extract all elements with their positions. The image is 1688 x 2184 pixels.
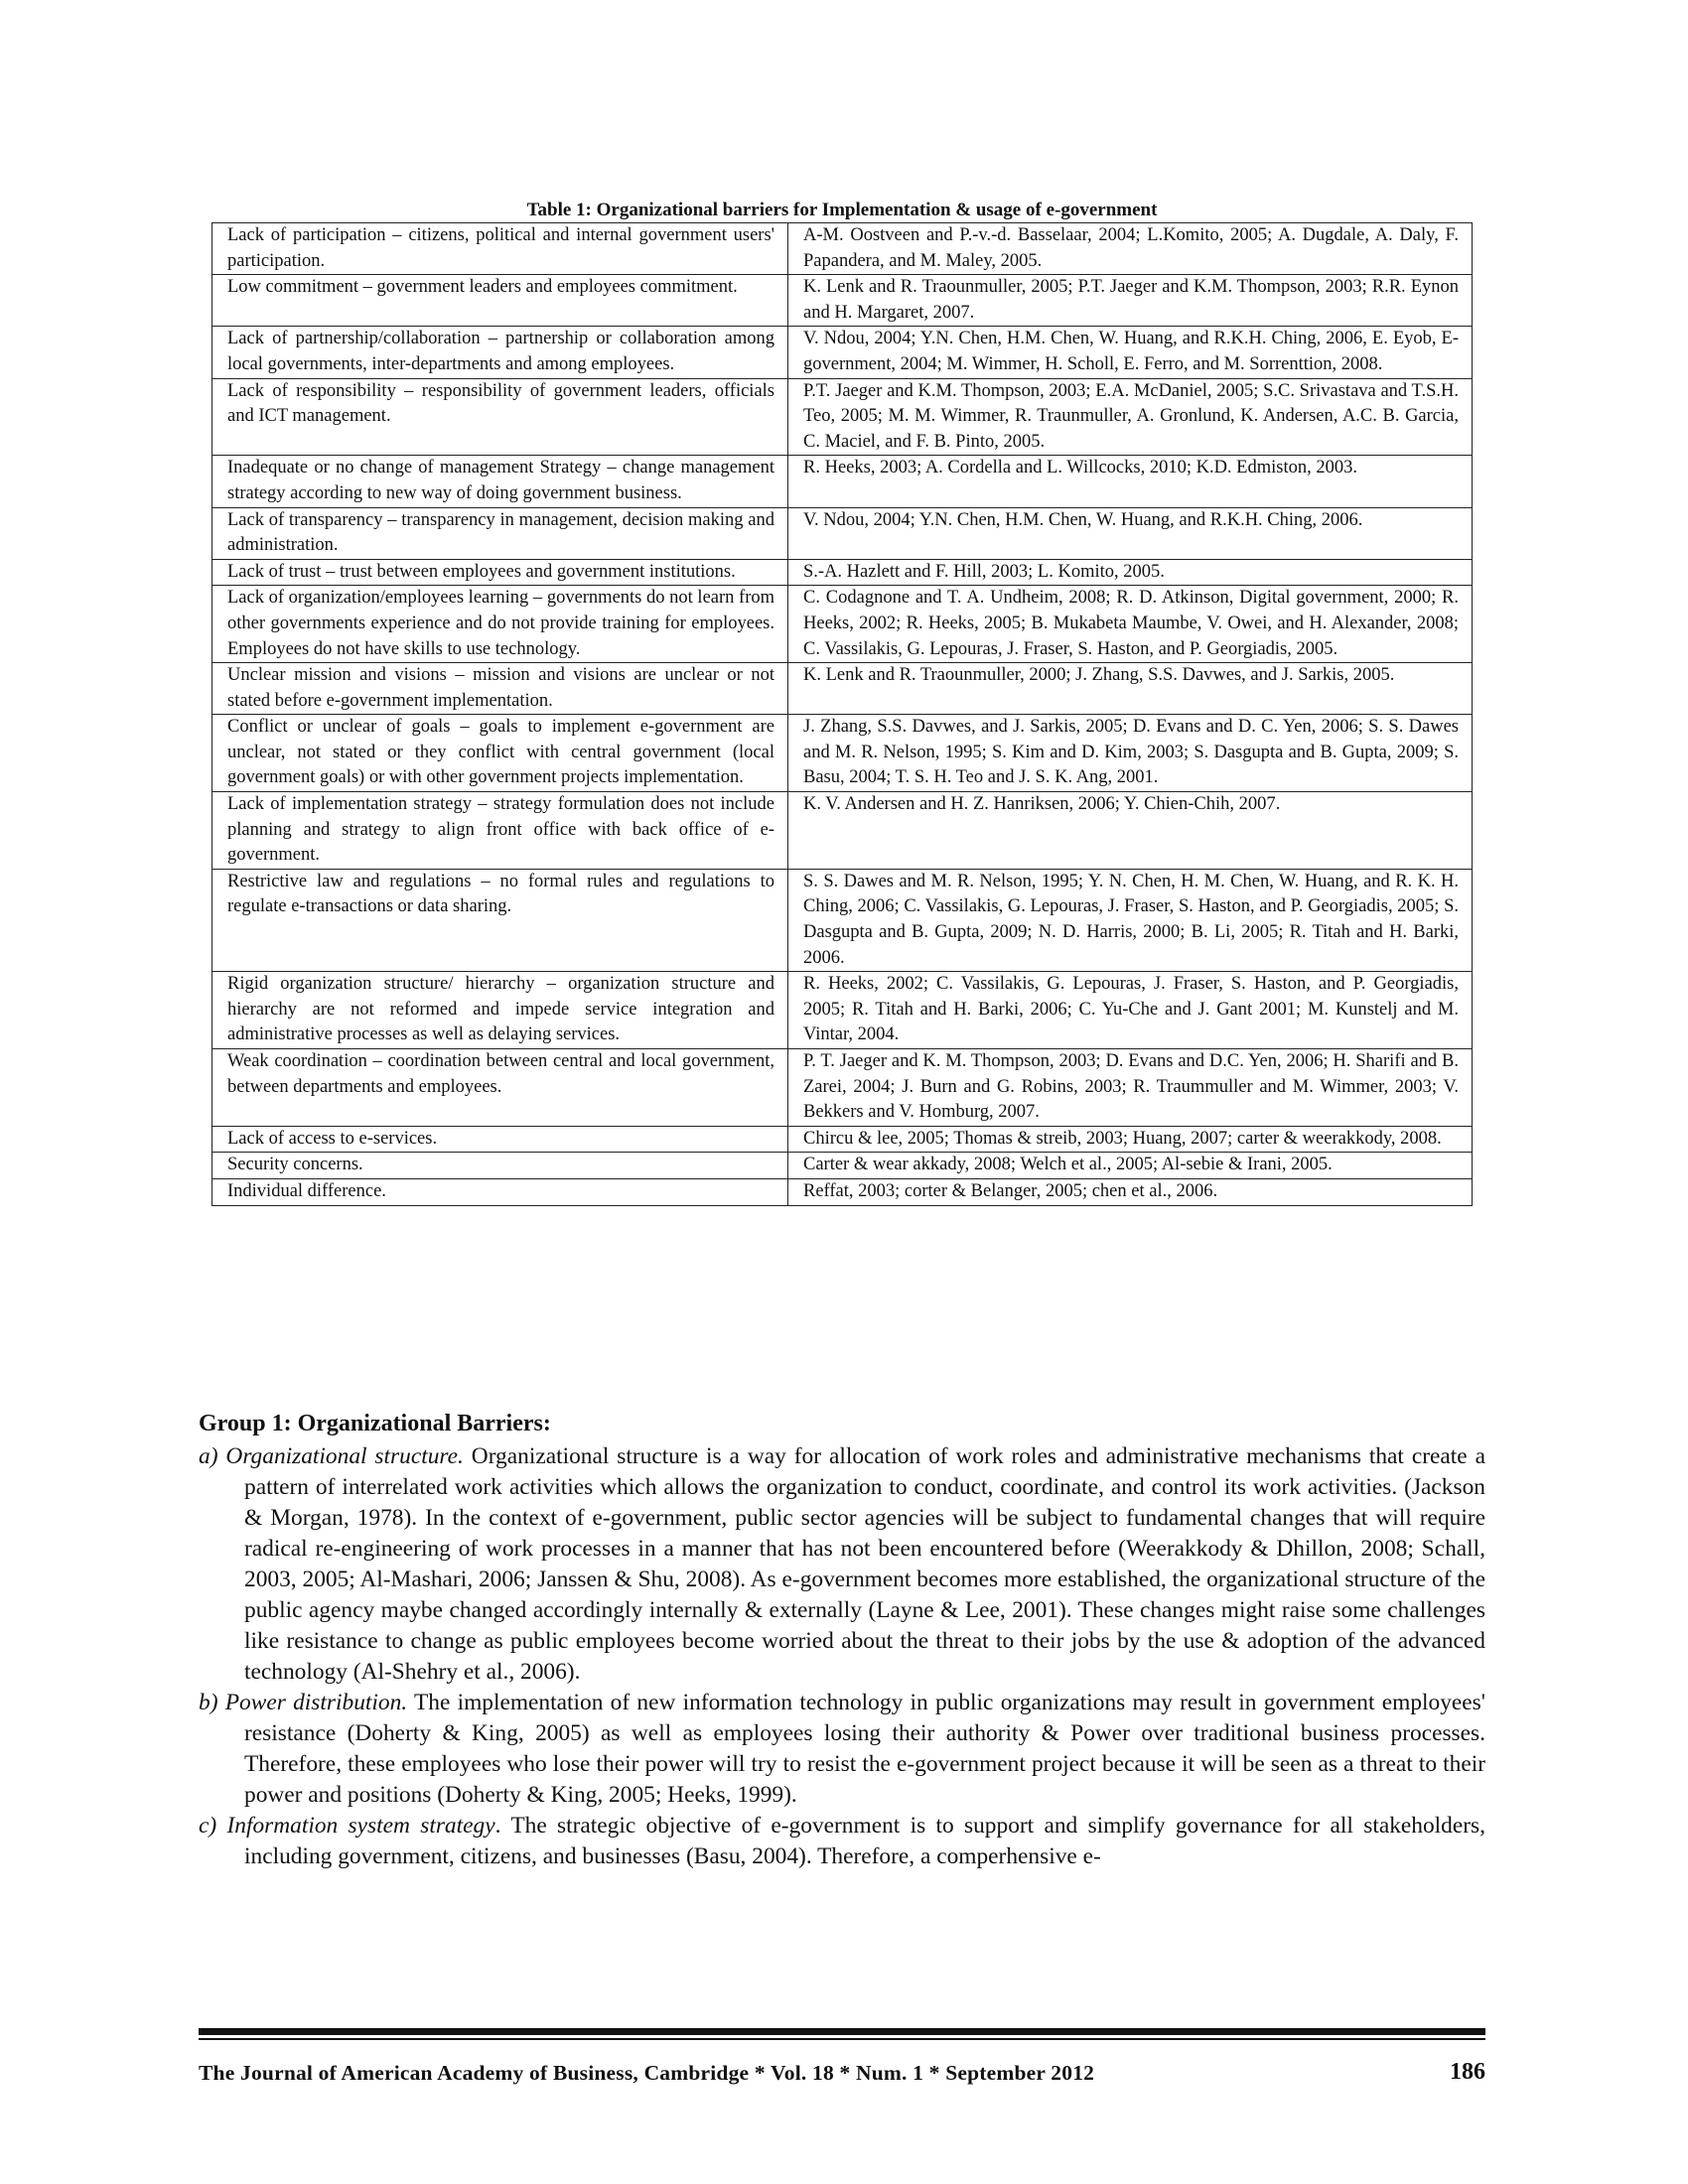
table-row — [212, 663, 1473, 715]
sources-cell: V. Ndou, 2004; Y.N. Chen, H.M. Chen, W. Huang, and R.K.H. Ching, 2006, E. Eyob, E-government, 2004; M. Wimmer, H. Scholl, E. Ferro, and M. Sorrenttion, 2008. — [788, 327, 1473, 378]
table-row — [212, 275, 1473, 327]
table-row — [212, 715, 1473, 792]
table-row — [212, 869, 1473, 971]
barrier-cell: Lack of organization/employees learning – governments do not learn from other governments experience and do not provide training for employees. Employees do not have skills to use technology. — [212, 586, 788, 663]
table-row — [212, 507, 1473, 559]
sources-cell: P.T. Jaeger and K.M. Thompson, 2003; E.A. McDaniel, 2005; S.C. Srivastava and T.S.H. Teo, 2005; M. M. Wimmer, R. Traunmuller, A. Gronlund, K. Andersen, A.C. B. Garcia, C. Maciel, and F. B. Pinto, 2005. — [788, 378, 1473, 456]
barrier-cell: Weak coordination – coordination between central and local government, between departments and employees. — [212, 1049, 788, 1127]
table-row — [212, 1126, 1473, 1153]
paragraph-term: Organizational structure. — [225, 1443, 464, 1469]
section-body — [199, 1408, 1485, 1872]
sources-cell: A-M. Oostveen and P.-v.-d. Basselaar, 2004; L.Komito, 2005; A. Dugdale, A. Daly, F. Papandera, and M. Maley, 2005. — [788, 223, 1473, 275]
barrier-cell: Inadequate or no change of management Strategy – change management strategy according to new way of doing government business. — [212, 456, 788, 507]
sources-cell: J. Zhang, S.S. Davwes, and J. Sarkis, 2005; D. Evans and D. C. Yen, 2006; S. S. Dawes and M. R. Nelson, 1995; S. Kim and D. Kim, 2003; S. Dasgupta and B. Gupta, 2009; S. Basu, 2004; T. S. H. Teo and J. S. K. Ang, 2001. — [788, 715, 1473, 792]
table-body — [212, 223, 1473, 1206]
list-marker: c) — [199, 1813, 217, 1839]
table-row — [212, 972, 1473, 1049]
footer-rule-thick — [199, 2028, 1485, 2035]
sources-cell: R. Heeks, 2003; A. Cordella and L. Willcocks, 2010; K.D. Edmiston, 2003. — [788, 456, 1473, 507]
sources-cell: V. Ndou, 2004; Y.N. Chen, H.M. Chen, W. Huang, and R.K.H. Ching, 2006. — [788, 507, 1473, 559]
barrier-cell: Lack of participation – citizens, political and internal government users' participation. — [212, 223, 788, 275]
section-heading: Group 1: Organizational Barriers: — [199, 1411, 551, 1436]
table-row — [212, 792, 1473, 870]
barrier-cell: Lack of trust – trust between employees and government institutions. — [212, 559, 788, 586]
list-marker: b) — [199, 1690, 218, 1715]
table-row — [212, 559, 1473, 586]
paragraph-text: Organizational structure is a way for allocation of work roles and administrative mechanisms that create a pattern of interrelated work activities which allows the organization to conduct, coordinate, and control its work activities. (Jackson & Morgan, 1978). In the context of e-government, public sector agencies will be subject to fundamental changes that will require radical re-engineering of work processes in a manner that has not been encountered before (Weerakkody & Dhillon, 2008; Schall, 2003, 2005; Al-Mashari, 2006; Janssen & Shu, 2008). As e-government becomes more established, the organizational structure of the public agency maybe changed accordingly internally & externally (Layne & Lee, 2001). These changes might raise some challenges like resistance to change as public employees become worried about the threat to their jobs by the use & adoption of the advanced technology (Al-Shehry et al., 2006). — [244, 1443, 1485, 1685]
barrier-cell: Lack of transparency – transparency in management, decision making and administration. — [212, 507, 788, 559]
sources-cell: C. Codagnone and T. A. Undheim, 2008; R. D. Atkinson, Digital government, 2000; R. Heeks, 2002; R. Heeks, 2005; B. Mukabeta Maumbe, V. Owei, and H. Alexander, 2008; C. Vassilakis, G. Lepouras, J. Fraser, S. Haston, and P. Georgiadis, 2005. — [788, 586, 1473, 663]
table-row — [212, 1178, 1473, 1205]
paragraph-information-system-strategy — [199, 1811, 1485, 1872]
sources-cell: P. T. Jaeger and K. M. Thompson, 2003; D. Evans and D.C. Yen, 2006; H. Sharifi and B. Zarei, 2004; J. Burn and G. Robins, 2003; R. Traummuller and M. Wimmer, 2003; V. Bekkers and V. Homburg, 2007. — [788, 1049, 1473, 1127]
barrier-cell: Conflict or unclear of goals – goals to implement e-government are unclear, not stated or they conflict with central government (local government goals) or with other government projects implementation. — [212, 715, 788, 792]
table-row — [212, 378, 1473, 456]
page-number: 186 — [1450, 2059, 1485, 2085]
barrier-cell: Restrictive law and regulations – no formal rules and regulations to regulate e-transactions or data sharing. — [212, 869, 788, 971]
sources-cell: K. Lenk and R. Traounmuller, 2005; P.T. Jaeger and K.M. Thompson, 2003; R.R. Eynon and H. Margaret, 2007. — [788, 275, 1473, 327]
barrier-cell: Lack of implementation strategy – strategy formulation does not include planning and strategy to align front office with back office of e-government. — [212, 792, 788, 870]
sources-cell: K. Lenk and R. Traounmuller, 2000; J. Zhang, S.S. Davwes, and J. Sarkis, 2005. — [788, 663, 1473, 715]
barrier-cell: Lack of access to e-services. — [212, 1126, 788, 1153]
table-row — [212, 586, 1473, 663]
barrier-cell: Unclear mission and visions – mission and visions are unclear or not stated before e-government implementation. — [212, 663, 788, 715]
table-row — [212, 327, 1473, 378]
barrier-cell: Individual difference. — [212, 1178, 788, 1205]
barrier-cell: Security concerns. — [212, 1153, 788, 1179]
table-row — [212, 1049, 1473, 1127]
sources-cell: Reffat, 2003; corter & Belanger, 2005; chen et al., 2006. — [788, 1178, 1473, 1205]
sources-cell: S. S. Dawes and M. R. Nelson, 1995; Y. N. Chen, H. M. Chen, W. Huang, and R. K. H. Ching, 2006; C. Vassilakis, G. Lepouras, J. Fraser, S. Haston, and P. Georgiadis, 2005; S. Dasgupta and B. Gupta, 2009; N. D. Harris, 2000; B. Li, 2005; R. Titah and H. Barki, 2006. — [788, 869, 1473, 971]
paragraph-organizational-structure — [199, 1441, 1485, 1688]
table-row — [212, 1153, 1473, 1179]
sources-cell: Chircu & lee, 2005; Thomas & streib, 2003; Huang, 2007; carter & weerakkody, 2008. — [788, 1126, 1473, 1153]
sources-cell: R. Heeks, 2002; C. Vassilakis, G. Lepouras, J. Fraser, S. Haston, and P. Georgiadis, 2005; R. Titah and H. Barki, 2006; C. Yu-Che and J. Gant 2001; M. Kunstelj and M. Vintar, 2004. — [788, 972, 1473, 1049]
barriers-table — [211, 222, 1473, 1206]
paragraph-term: Information system strategy — [226, 1813, 495, 1839]
paragraph-text: . The strategic objective of e-government is to support and simplify governance for all stakeholders, including government, citizens, and businesses (Basu, 2004). Therefore, a comperhensive e- — [244, 1813, 1485, 1869]
paragraph-term: Power distribution. — [224, 1690, 408, 1715]
barrier-cell: Rigid organization structure/ hierarchy – organization structure and hierarchy are not reformed and impede service integration and administrative processes as well as delaying services. — [212, 972, 788, 1049]
table-caption: Table 1: Organizational barriers for Implementation & usage of e-government — [526, 200, 1158, 220]
barrier-cell: Low commitment – government leaders and employees commitment. — [212, 275, 788, 327]
table-row — [212, 456, 1473, 507]
barrier-cell: Lack of partnership/collaboration – partnership or collaboration among local governments, inter-departments and among employees. — [212, 327, 788, 378]
footer-rule-thin — [199, 2038, 1485, 2040]
paragraph-power-distribution — [199, 1688, 1485, 1811]
barrier-cell: Lack of responsibility – responsibility of government leaders, officials and ICT management. — [212, 378, 788, 456]
table-row — [212, 223, 1473, 275]
paragraph-text: The implementation of new information technology in public organizations may result in government employees' resistance (Doherty & King, 2005) as well as employees losing their authority & Power over traditional business processes. Therefore, these employees who lose their power will try to resist the e-government project because it will be seen as a threat to their power and positions (Doherty & King, 2005; Heeks, 1999). — [244, 1690, 1485, 1808]
sources-cell: S.-A. Hazlett and F. Hill, 2003; L. Komito, 2005. — [788, 559, 1473, 586]
sources-cell: Carter & wear akkady, 2008; Welch et al., 2005; Al-sebie & Irani, 2005. — [788, 1153, 1473, 1179]
list-marker: a) — [199, 1443, 218, 1469]
sources-cell: K. V. Andersen and H. Z. Hanriksen, 2006; Y. Chien-Chih, 2007. — [788, 792, 1473, 870]
footer-journal-info: The Journal of American Academy of Business, Cambridge * Vol. 18 * Num. 1 * September 2012 — [199, 2061, 1095, 2085]
